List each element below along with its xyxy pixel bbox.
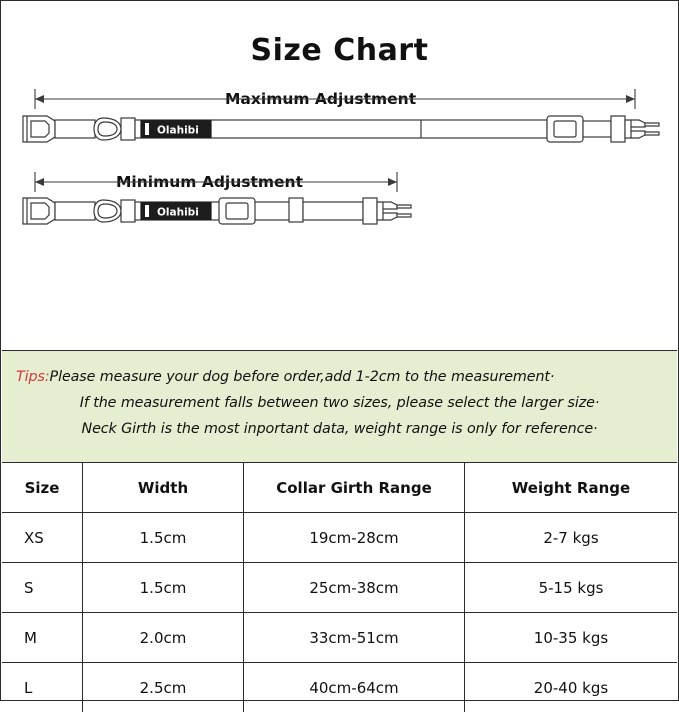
tips-line-2: If the measurement falls between two sizes, please select the larger size·: [16, 390, 663, 416]
cell-girth: 33cm-51cm: [244, 613, 465, 663]
tips-text-1: Please measure your dog before order,add 1-2cm to the measurement·: [50, 369, 555, 385]
tips-band: [2, 350, 677, 463]
header-weight-range: Weight Range: [465, 463, 678, 513]
header-size: Size: [2, 463, 83, 513]
cell-girth: 19cm-28cm: [244, 513, 465, 563]
table-header-row: [2, 463, 677, 513]
header-collar-girth-range: Collar Girth Range: [244, 463, 465, 513]
cell-width: 2.0cm: [83, 613, 244, 663]
cell-width: 1.5cm: [83, 563, 244, 613]
header-width: Width: [83, 463, 244, 513]
cell-width: 1.5cm: [83, 513, 244, 563]
svg-text:Olahibi: Olahibi: [157, 125, 199, 137]
svg-text:Olahibi: Olahibi: [157, 207, 199, 219]
cell-girth: 40cm-64cm: [244, 663, 465, 712]
tips-line-1: [16, 364, 663, 390]
table-row: [2, 513, 677, 563]
cell-size: XS: [2, 513, 83, 563]
collar-diagram: [11, 74, 668, 304]
table-row: [2, 663, 677, 712]
cell-width: 2.5cm: [83, 663, 244, 712]
cell-weight: 10-35 kgs: [465, 613, 678, 663]
cell-size: M: [2, 613, 83, 663]
collar-illustration: [11, 74, 670, 304]
maximum-adjustment-label: Maximum Adjustment: [217, 90, 424, 108]
size-table: [2, 463, 677, 712]
table-row: [2, 613, 677, 663]
minimum-adjustment-label: Minimum Adjustment: [108, 173, 311, 191]
cell-size: L: [2, 663, 83, 712]
cell-girth: 25cm-38cm: [244, 563, 465, 613]
cell-weight: 5-15 kgs: [465, 563, 678, 613]
cell-weight: 20-40 kgs: [465, 663, 678, 712]
cell-size: S: [2, 563, 83, 613]
page-title: Size Chart: [1, 33, 678, 68]
table-row: [2, 563, 677, 613]
tips-line-3: Neck Girth is the most inportant data, weight range is only for reference·: [16, 416, 663, 442]
cell-weight: 2-7 kgs: [465, 513, 678, 563]
tips-label: Tips:: [16, 369, 50, 385]
